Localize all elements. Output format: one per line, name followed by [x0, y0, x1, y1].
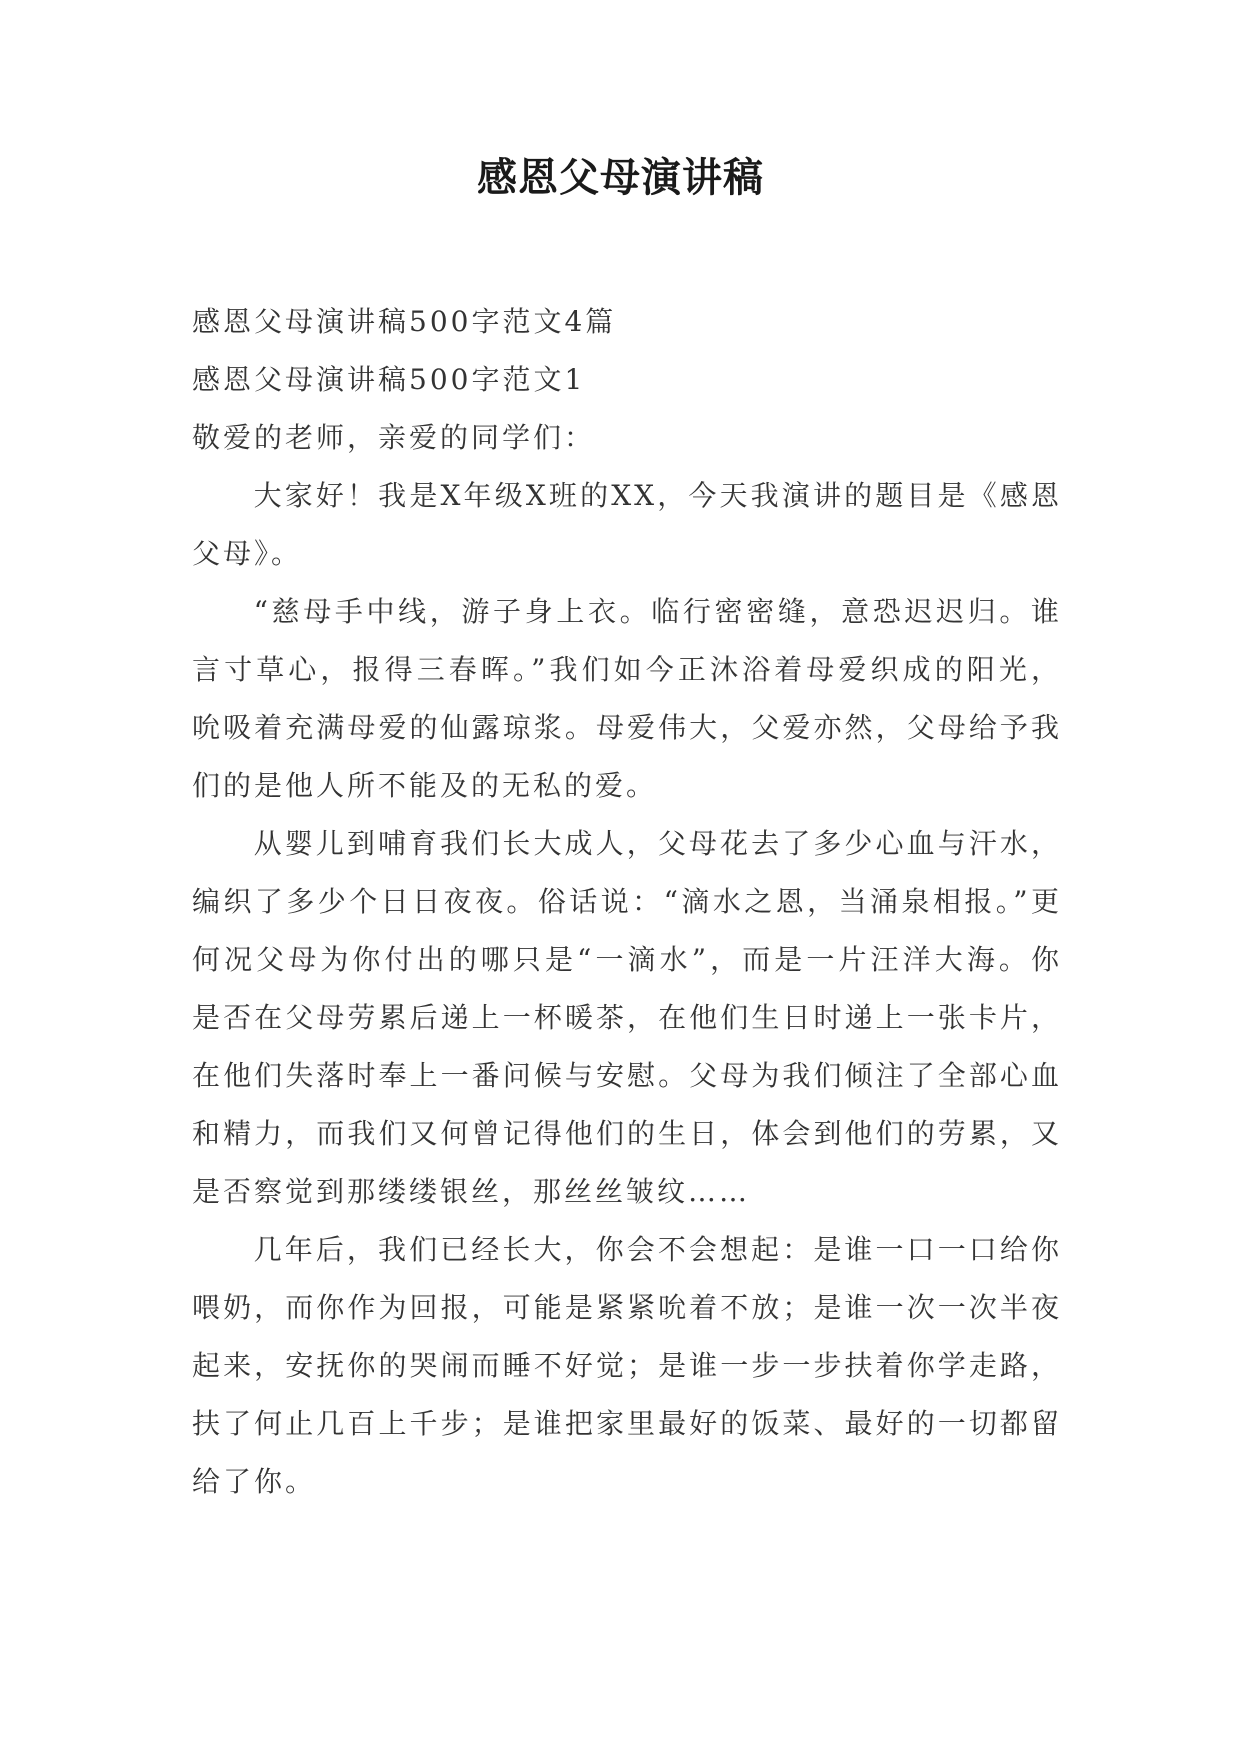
- document-body: [192, 293, 1062, 1511]
- salutation: 敬爱的老师，亲爱的同学们：: [192, 421, 596, 454]
- paragraph-greeting: 大家好！我是X年级X班的XX，今天我演讲的题目是《感恩父母》。: [192, 479, 1062, 570]
- paragraph-sacrifice: 从婴儿到哺育我们长大成人，父母花去了多少心血与汗水，编织了多少个日日夜夜。俗话说：“滴水之恩，当涌泉相报。”更何况父母为你付出的哪只是“一滴水”，而是一片汪洋大海。你是否在父母劳累后递上一杯暖茶，在他们生日时递上一张卡片，在他们失落时奉上一番问候与安慰。父母为我们倾注了全部心血和精力，而我们又何曾记得他们的生日，体会到他们的劳累，又是否察觉到那缕缕银丝，那丝丝皱纹……: [192, 827, 1062, 1208]
- subtitle-line: 感恩父母演讲稿500字范文4篇: [192, 305, 617, 338]
- section-heading: 感恩父母演讲稿500字范文1: [192, 363, 586, 396]
- paragraph-memories: 几年后，我们已经长大，你会不会想起：是谁一口一口给你喂奶，而你作为回报，可能是紧紧吮着不放；是谁一次一次半夜起来，安抚你的哭闹而睡不好觉；是谁一步一步扶着你学走路，扶了何止几百上千步；是谁把家里最好的饭菜、最好的一切都留给了你。: [192, 1233, 1062, 1498]
- document-title: 感恩父母演讲稿: [477, 155, 764, 201]
- paragraph-poem: “慈母手中线，游子身上衣。临行密密缝，意恐迟迟归。谁言寸草心，报得三春晖。”我们如今正沐浴着母爱织成的阳光，吮吸着充满母爱的仙露琼浆。母爱伟大，父爱亦然，父母给予我们的是他人所不能及的无私的爱。: [192, 595, 1062, 802]
